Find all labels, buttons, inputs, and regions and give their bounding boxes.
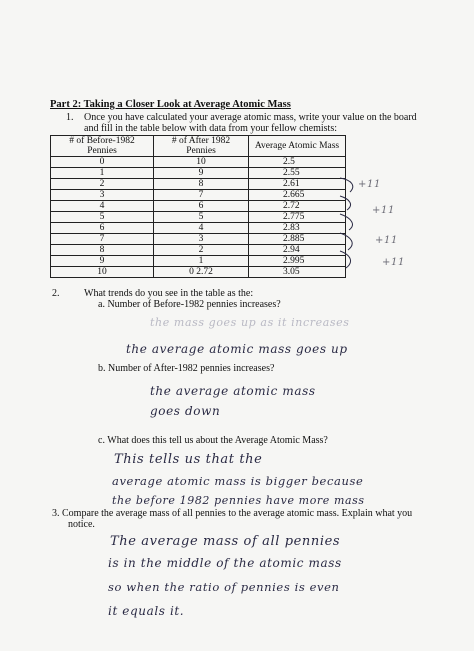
cell-average-atomic-mass: 2.775 [249,212,346,223]
table-row [51,168,346,179]
cell-before-1982: 5 [51,212,154,223]
margin-note-2: +11 [372,205,395,216]
cell-after-1982: 6 [154,201,249,212]
q2a-answer: the average atomic mass goes up [126,342,348,356]
cell-average-atomic-mass: 2.5 [249,157,346,168]
q2c-prompt: c. What does this tell us about the Average Atomic Mass? [98,435,328,446]
cell-average-atomic-mass: 2.995 [249,256,346,267]
cell-average-atomic-mass: 2.83 [249,223,346,234]
q3-line2: notice. [68,519,95,530]
cell-before-1982: 4 [51,201,154,212]
cell-after-1982: 1 [154,256,249,267]
cell-after-1982: 2 [154,245,249,256]
q2c-answer-line3: the before 1982 pennies have more mass [112,494,365,507]
table-row [51,223,346,234]
table-row [51,190,346,201]
margin-note-4: +11 [382,257,405,268]
table-header-row [51,136,346,157]
cell-average-atomic-mass: 2.885 [249,234,346,245]
cell-before-1982: 9 [51,256,154,267]
cell-average-atomic-mass: 3.05 [249,267,346,278]
cell-before-1982: 7 [51,234,154,245]
cell-average-atomic-mass: 2.665 [249,190,346,201]
table-body [51,157,346,278]
q1-number: 1. [66,112,74,123]
table-row [51,212,346,223]
cell-average-atomic-mass: 2.94 [249,245,346,256]
q3-line1: 3. Compare the average mass of all pennies to the average atomic mass. Explain what you [52,508,413,519]
table-row [51,234,346,245]
table-row [51,201,346,212]
q2b-answer-line1: the average atomic mass [150,384,316,398]
cell-after-1982: 4 [154,223,249,234]
table-row [51,245,346,256]
q3-answer-line2: is in the middle of the atomic mass [108,556,342,570]
q3-answer-line1: The average mass of all pennies [110,534,341,549]
cell-after-1982: 0 2.72 [154,267,249,278]
cell-average-atomic-mass: 2.61 [249,179,346,190]
q2b-prompt: b. Number of After-1982 pennies increases? [98,363,275,374]
q3-answer-line3: so when the ratio of pennies is even [108,580,340,594]
table-row [51,179,346,190]
q2a-erased-answer: the mass goes up as it increases [150,316,350,329]
cell-after-1982: 9 [154,168,249,179]
cell-after-1982: 10 [154,157,249,168]
q2c-answer-line2: average atomic mass is bigger because [112,474,364,488]
table-row [51,256,346,267]
q2c-answer-line1: This tells us that the [114,452,263,467]
cell-after-1982: 3 [154,234,249,245]
q3-answer-line4: it equals it. [108,604,185,618]
cell-after-1982: 8 [154,179,249,190]
cell-before-1982: 1 [51,168,154,179]
cell-after-1982: 5 [154,212,249,223]
cell-average-atomic-mass: 2.55 [249,168,346,179]
cell-average-atomic-mass: 2.72 [249,201,346,212]
q1-line1: Once you have calculated your average atomic mass, write your value on the board [84,112,417,123]
q2b-answer-line2: goes down [150,404,221,418]
table-row [51,157,346,168]
q1-line2: and fill in the table below with data from your fellow chemists: [84,123,337,134]
header-after-1982: # of After 1982 Pennies [154,136,249,157]
cell-before-1982: 2 [51,179,154,190]
cell-after-1982: 7 [154,190,249,201]
q2-number: 2. [52,288,60,299]
q2a-prompt: a. Number of Before-1982 pennies increases? [98,299,281,310]
header-average-atomic-mass: Average Atomic Mass [249,136,346,157]
cell-before-1982: 0 [51,157,154,168]
margin-note-1: +11 [358,179,381,190]
cell-before-1982: 6 [51,223,154,234]
header-before-1982: # of Before-1982 Pennies [51,136,154,157]
q2-prompt: What trends do you see in the table as the: [84,288,254,299]
cell-before-1982: 8 [51,245,154,256]
penny-data-table [50,135,346,278]
table-row [51,267,346,278]
part-heading: Part 2: Taking a Closer Look at Average Atomic Mass [50,99,291,110]
cell-before-1982: 3 [51,190,154,201]
margin-note-3: +11 [375,235,398,246]
cell-before-1982: 10 [51,267,154,278]
